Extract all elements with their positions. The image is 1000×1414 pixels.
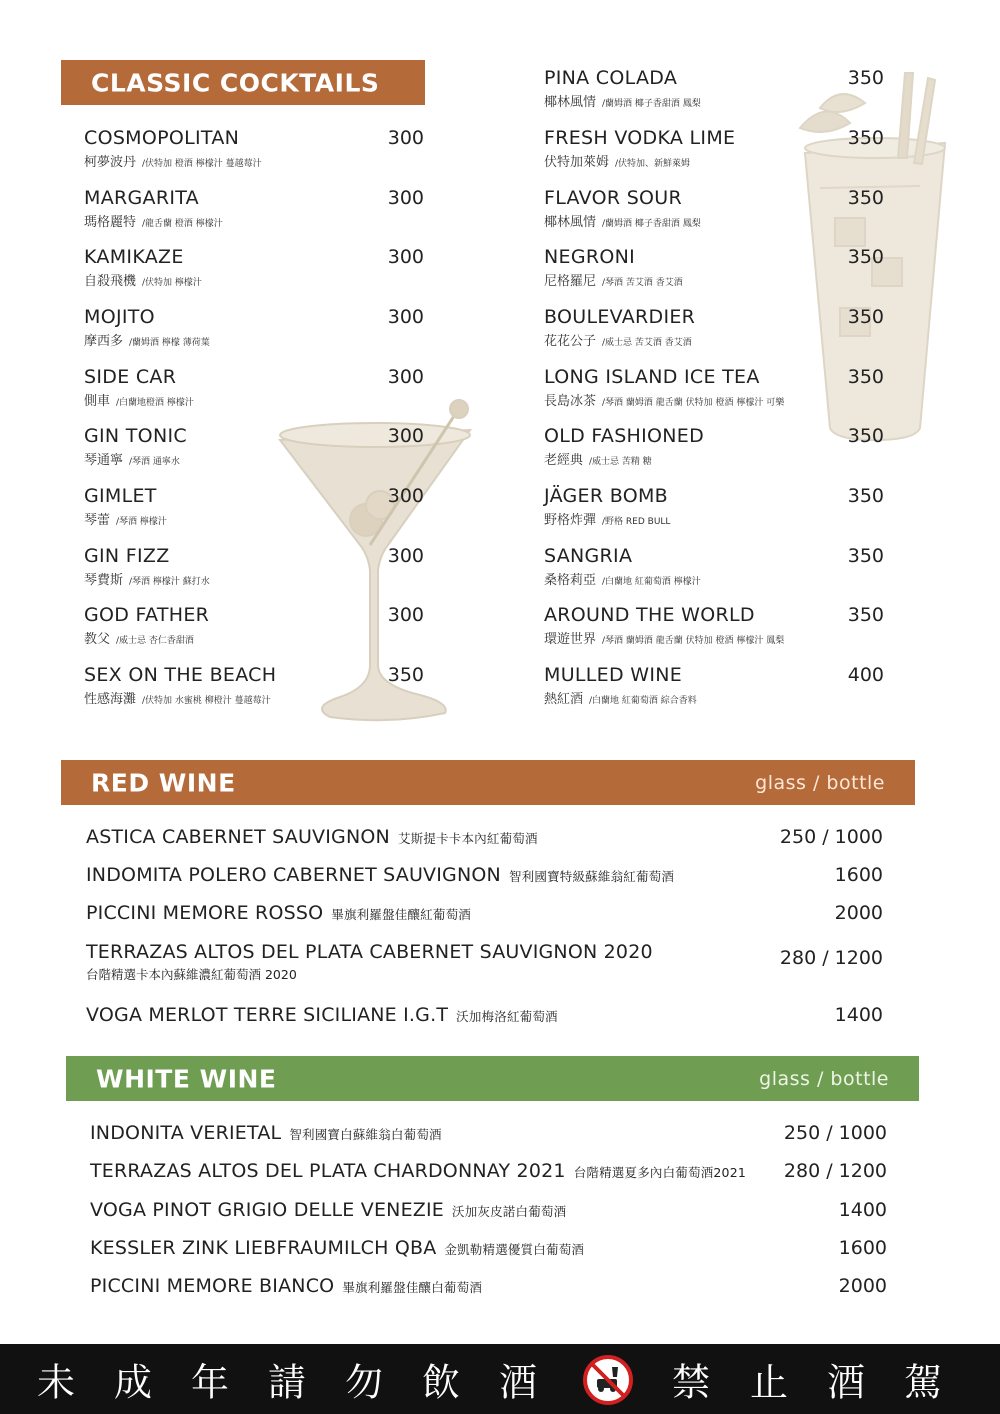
wine-price: 1400 xyxy=(838,1199,887,1221)
wine-name xyxy=(90,1160,746,1182)
cocktail-price: 300 xyxy=(387,545,424,567)
cocktail-price: 350 xyxy=(847,67,884,89)
cocktail-name: PINA COLADA xyxy=(544,67,678,89)
cocktail-price: 300 xyxy=(387,187,424,209)
cocktail-price: 350 xyxy=(847,485,884,507)
wine-name xyxy=(86,864,674,886)
cocktail-item xyxy=(544,545,884,595)
footer-char: 未 xyxy=(37,1360,76,1405)
cocktail-description xyxy=(544,628,784,647)
wine-row xyxy=(86,902,883,932)
wine-chinese-name: 智利國寶特級蘇維翁紅葡萄酒 xyxy=(508,869,675,884)
footer-char: 酒 xyxy=(827,1360,866,1405)
cocktail-name: KAMIKAZE xyxy=(84,246,184,268)
cocktail-name: FLAVOR SOUR xyxy=(544,187,683,209)
wine-name xyxy=(90,1275,482,1297)
wine-chinese-name: 智利國寶白蘇維翁白葡萄酒 xyxy=(289,1127,442,1142)
cocktail-chinese-name: 瑪格麗特 xyxy=(84,215,137,230)
cocktail-item xyxy=(544,664,884,714)
wine-english-name: INDOMITA POLERO CABERNET SAUVIGNON xyxy=(86,864,501,886)
cocktail-ingredients: /白蘭地橙酒 檸檬汁 xyxy=(116,398,194,408)
red-wine-title: RED WINE xyxy=(91,768,236,797)
cocktail-chinese-name: 桑格莉亞 xyxy=(544,573,597,588)
wine-name xyxy=(90,1122,442,1144)
cocktail-price: 350 xyxy=(847,425,884,447)
wine-row xyxy=(86,941,883,991)
wine-english-name: INDONITA VERIETAL xyxy=(90,1122,282,1144)
wine-row xyxy=(90,1160,887,1190)
cocktail-description xyxy=(544,151,690,170)
cocktail-item xyxy=(84,187,424,237)
cocktail-ingredients: /伏特加、新鮮萊姆 xyxy=(615,159,691,169)
wine-english-name: ASTICA CABERNET SAUVIGNON xyxy=(86,826,390,848)
cocktail-item xyxy=(544,67,884,117)
cocktail-description xyxy=(544,509,670,528)
wine-name xyxy=(86,1004,558,1026)
cocktail-ingredients: /威士忌 苦艾酒 香艾酒 xyxy=(602,338,692,348)
cocktail-chinese-name: 柯夢波丹 xyxy=(84,155,137,170)
cocktail-chinese-name: 花花公子 xyxy=(544,334,597,349)
cocktail-description xyxy=(84,151,262,170)
footer-char: 駕 xyxy=(904,1360,943,1405)
cocktail-item xyxy=(544,485,884,535)
cocktail-description xyxy=(84,509,167,528)
cocktail-ingredients: /琴酒 苦艾酒 香艾酒 xyxy=(602,278,683,288)
cocktail-chinese-name: 椰林風情 xyxy=(544,95,597,110)
cocktail-description xyxy=(544,569,701,588)
cocktail-chinese-name: 琴費斯 xyxy=(84,573,124,588)
cocktail-ingredients: /琴酒 蘭姆酒 龍舌蘭 伏特加 橙酒 檸檬汁 鳳梨 xyxy=(602,636,785,646)
cocktail-name: NEGRONI xyxy=(544,246,636,268)
cocktail-name: OLD FASHIONED xyxy=(544,425,705,447)
wine-english-name: TERRAZAS ALTOS DEL PLATA CHARDONNAY 2021 xyxy=(90,1160,566,1182)
cocktail-price: 300 xyxy=(387,366,424,388)
cocktail-description xyxy=(544,330,692,349)
wine-price: 250 / 1000 xyxy=(783,1122,887,1144)
wine-english-name: KESSLER ZINK LIEBFRAUMILCH QBA xyxy=(90,1237,437,1259)
cocktail-description xyxy=(84,211,223,230)
cocktail-chinese-name: 長島冰茶 xyxy=(544,394,597,409)
footer-char: 止 xyxy=(750,1360,789,1405)
cocktail-item xyxy=(84,425,424,475)
cocktail-ingredients: /蘭姆酒 檸檬 薄荷葉 xyxy=(129,338,210,348)
cocktail-price: 350 xyxy=(847,604,884,626)
footer-char: 禁 xyxy=(672,1360,711,1405)
cocktail-price: 350 xyxy=(847,187,884,209)
wine-row xyxy=(90,1199,887,1229)
red-wine-header xyxy=(61,760,915,805)
red-wine-price-format: glass / bottle xyxy=(755,771,885,794)
cocktail-chinese-name: 教父 xyxy=(84,632,111,647)
wine-price: 280 / 1200 xyxy=(779,947,883,969)
cocktail-chinese-name: 老經典 xyxy=(544,453,584,468)
cocktail-item xyxy=(544,306,884,356)
cocktail-item xyxy=(84,366,424,416)
cocktail-ingredients: /威士忌 苦精 糖 xyxy=(589,457,652,467)
cocktail-item xyxy=(544,425,884,475)
footer-warning-bar xyxy=(0,1344,1000,1414)
cocktail-chinese-name: 琴通寧 xyxy=(84,453,124,468)
cocktail-price: 350 xyxy=(847,545,884,567)
footer-char: 年 xyxy=(191,1360,230,1405)
white-wine-title: WHITE WINE xyxy=(96,1064,277,1093)
cocktail-name: COSMOPOLITAN xyxy=(84,127,240,149)
cocktail-chinese-name: 椰林風情 xyxy=(544,215,597,230)
classic-cocktails-title: CLASSIC COCKTAILS xyxy=(91,68,380,97)
wine-name xyxy=(86,826,538,848)
wine-chinese-name: 沃加灰皮諾白葡萄酒 xyxy=(452,1204,567,1219)
cocktail-ingredients: /琴酒 蘭姆酒 龍舌蘭 伏特加 橙酒 檸檬汁 可樂 xyxy=(602,398,785,408)
cocktail-price: 300 xyxy=(387,604,424,626)
cocktail-description xyxy=(544,211,701,230)
cocktail-description xyxy=(544,270,683,289)
footer-char: 成 xyxy=(114,1360,153,1405)
cocktail-chinese-name: 環遊世界 xyxy=(544,632,597,647)
wine-chinese-name: 畢旗利羅盤佳釀白葡萄酒 xyxy=(342,1280,483,1295)
footer-char: 請 xyxy=(268,1360,307,1405)
wine-row xyxy=(90,1275,887,1305)
cocktail-chinese-name: 野格炸彈 xyxy=(544,513,597,528)
cocktail-price: 300 xyxy=(387,246,424,268)
cocktail-ingredients: /蘭姆酒 椰子香甜酒 鳳梨 xyxy=(602,219,701,229)
wine-english-name: VOGA MERLOT TERRE SICILIANE I.G.T xyxy=(86,1004,449,1026)
cocktail-chinese-name: 摩西多 xyxy=(84,334,124,349)
cocktail-name: FRESH VODKA LIME xyxy=(544,127,736,149)
cocktail-item xyxy=(544,246,884,296)
cocktail-ingredients: /伏特加 水蜜桃 柳橙汁 蔓越莓汁 xyxy=(142,696,271,706)
wine-english-name: PICCINI MEMORE ROSSO xyxy=(86,902,324,924)
wine-row xyxy=(86,826,883,856)
cocktail-chinese-name: 性感海灘 xyxy=(84,692,137,707)
cocktail-name: JÄGER BOMB xyxy=(544,485,668,507)
wine-chinese-name: 台階精選卡本內蘇維濃紅葡萄酒 2020 xyxy=(86,967,297,982)
cocktail-description xyxy=(84,628,194,647)
wine-price: 1400 xyxy=(834,1004,883,1026)
cocktail-item xyxy=(84,485,424,535)
cocktail-description xyxy=(84,390,194,409)
wine-price: 2000 xyxy=(834,902,883,924)
cocktail-item xyxy=(84,604,424,654)
cocktail-item xyxy=(84,545,424,595)
cocktail-item xyxy=(544,604,884,654)
cocktail-ingredients: /琴酒 通寧水 xyxy=(129,457,180,467)
wine-name xyxy=(90,1199,566,1221)
wine-row xyxy=(86,1004,883,1034)
cocktail-name: MULLED WINE xyxy=(544,664,683,686)
cocktail-description xyxy=(544,449,652,468)
cocktail-item xyxy=(84,664,424,714)
cocktail-ingredients: /伏特加 橙酒 檸檬汁 蔓越莓汁 xyxy=(142,159,262,169)
cocktail-name: SEX ON THE BEACH xyxy=(84,664,277,686)
cocktail-name: GIN TONIC xyxy=(84,425,187,447)
cocktail-ingredients: /蘭姆酒 椰子香甜酒 鳳梨 xyxy=(602,99,701,109)
cocktail-description xyxy=(84,449,180,468)
wine-price: 1600 xyxy=(834,864,883,886)
wine-price: 1600 xyxy=(838,1237,887,1259)
cocktail-price: 300 xyxy=(387,485,424,507)
cocktail-name: SANGRIA xyxy=(544,545,633,567)
cocktail-item xyxy=(544,366,884,416)
cocktail-ingredients: /琴酒 檸檬汁 xyxy=(116,517,167,527)
wine-chinese-name: 沃加梅洛紅葡萄酒 xyxy=(456,1009,558,1024)
cocktail-price: 350 xyxy=(847,366,884,388)
cocktail-description xyxy=(84,270,202,289)
cocktail-chinese-name: 琴蕾 xyxy=(84,513,111,528)
cocktail-item xyxy=(84,306,424,356)
no-drink-driving-icon xyxy=(583,1355,633,1405)
wine-english-name: PICCINI MEMORE BIANCO xyxy=(90,1275,335,1297)
cocktail-price: 300 xyxy=(387,127,424,149)
cocktail-price: 300 xyxy=(387,306,424,328)
cocktail-description xyxy=(544,91,701,110)
cocktail-price: 350 xyxy=(387,664,424,686)
cocktail-ingredients: /琴酒 檸檬汁 蘇打水 xyxy=(129,577,210,587)
cocktail-chinese-name: 熱紅酒 xyxy=(544,692,584,707)
wine-chinese-name: 艾斯提卡卡本內紅葡萄酒 xyxy=(397,831,538,846)
classic-cocktails-header xyxy=(61,60,425,105)
footer-char: 飲 xyxy=(422,1360,461,1405)
cocktail-ingredients: /伏特加 檸檬汁 xyxy=(142,278,202,288)
cocktail-name: GIN FIZZ xyxy=(84,545,170,567)
wine-row xyxy=(86,864,883,894)
cocktail-ingredients: /威士忌 杏仁香甜酒 xyxy=(116,636,194,646)
cocktail-name: GOD FATHER xyxy=(84,604,210,626)
cocktail-ingredients: /龍舌蘭 橙酒 檸檬汁 xyxy=(142,219,223,229)
cocktail-chinese-name: 尼格羅尼 xyxy=(544,274,597,289)
white-wine-header xyxy=(66,1056,919,1101)
cocktail-ingredients: /白蘭地 紅葡萄酒 綜合香料 xyxy=(589,696,697,706)
wine-price: 250 / 1000 xyxy=(779,826,883,848)
cocktail-name: AROUND THE WORLD xyxy=(544,604,755,626)
cocktail-name: MARGARITA xyxy=(84,187,199,209)
wine-row xyxy=(90,1122,887,1152)
cocktail-ingredients: /白蘭地 紅葡萄酒 檸檬汁 xyxy=(602,577,701,587)
wine-chinese-name: 畢旗利羅盤佳釀紅葡萄酒 xyxy=(331,907,471,922)
cocktail-description xyxy=(544,688,697,707)
cocktail-name: GIMLET xyxy=(84,485,157,507)
wine-name xyxy=(86,902,471,924)
cocktail-price: 350 xyxy=(847,127,884,149)
cocktail-description xyxy=(84,569,210,588)
cocktail-item xyxy=(84,246,424,296)
wine-row xyxy=(90,1237,887,1267)
white-wine-price-format: glass / bottle xyxy=(759,1067,889,1090)
footer-char: 酒 xyxy=(499,1360,538,1405)
cocktail-ingredients: /野格 RED BULL xyxy=(602,517,671,527)
wine-name xyxy=(90,1237,584,1259)
wine-price: 2000 xyxy=(838,1275,887,1297)
footer-char: 勿 xyxy=(345,1360,384,1405)
cocktail-item xyxy=(544,187,884,237)
cocktail-name: MOJITO xyxy=(84,306,155,328)
cocktail-description xyxy=(84,688,271,707)
wine-chinese-name: 金凱勒精選優質白葡萄酒 xyxy=(444,1242,585,1257)
cocktail-item xyxy=(544,127,884,177)
cocktail-description xyxy=(84,330,210,349)
wine-chinese-name: 台階精選夏多內白葡萄酒2021 xyxy=(573,1165,747,1180)
cocktail-name: LONG ISLAND ICE TEA xyxy=(544,366,760,388)
cocktail-name: SIDE CAR xyxy=(84,366,177,388)
cocktail-price: 400 xyxy=(847,664,884,686)
cocktail-price: 300 xyxy=(387,425,424,447)
cocktail-price: 350 xyxy=(847,306,884,328)
cocktail-chinese-name: 側車 xyxy=(84,394,111,409)
cocktail-item xyxy=(84,127,424,177)
wine-english-name: TERRAZAS ALTOS DEL PLATA CABERNET SAUVIGNON 2020 xyxy=(86,941,653,963)
cocktail-name: BOULEVARDIER xyxy=(544,306,696,328)
wine-price: 280 / 1200 xyxy=(783,1160,887,1182)
cocktail-price: 350 xyxy=(847,246,884,268)
cocktail-chinese-name: 伏特加萊姆 xyxy=(544,155,610,170)
wine-english-name: VOGA PINOT GRIGIO DELLE VENEZIE xyxy=(90,1199,444,1221)
cocktail-description xyxy=(544,390,784,409)
cocktail-chinese-name: 自殺飛機 xyxy=(84,274,137,289)
